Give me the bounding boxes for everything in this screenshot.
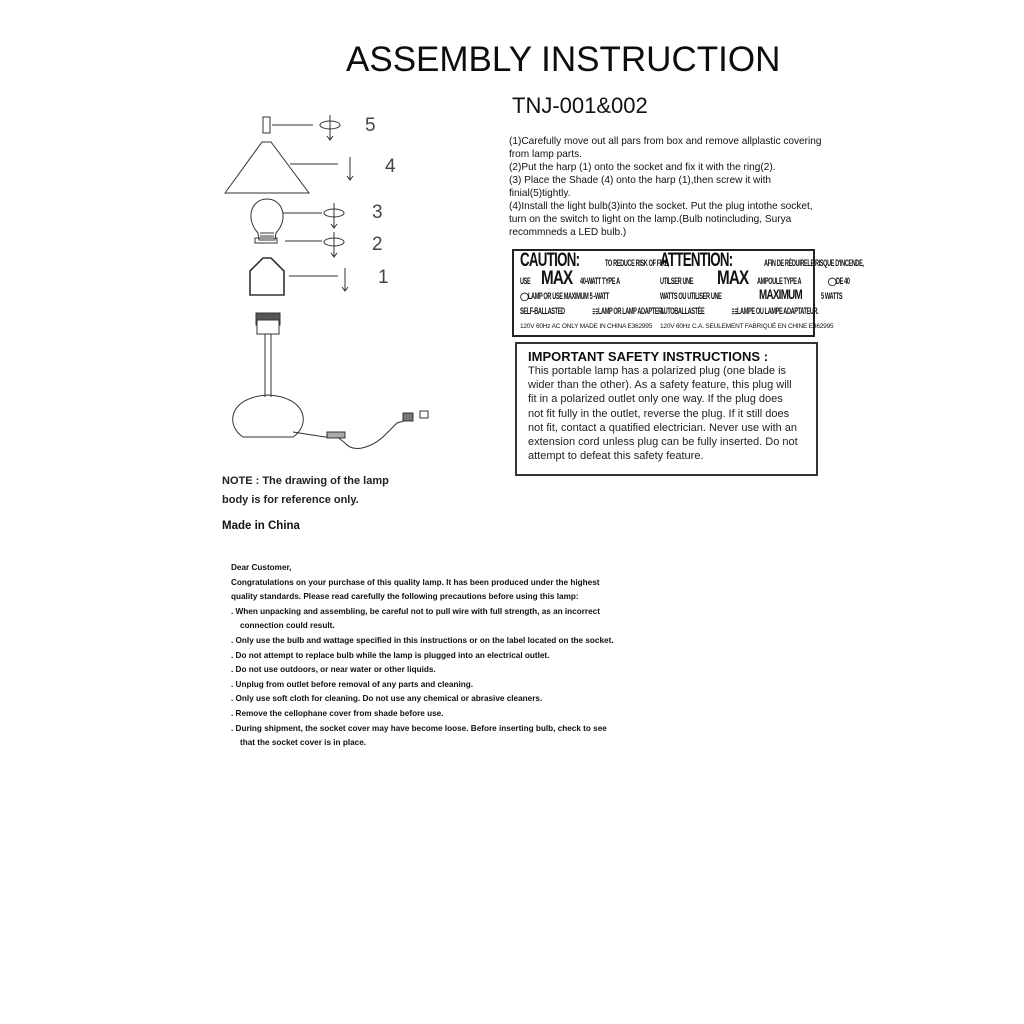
part-number-4: 4	[385, 156, 396, 177]
caution-label-french: ATTENTION: AFIN DE RÉDUIRELE RISQUE D'INCENDE, UTILSER UNE MAX AMPOULE TYPE A ◯DE 40 WATTS OU UTILISER UNE MAXIMUM 5 WATTS AUTOBALLASTÉE ☷LAMPE OU LAMPE ADAPTATEUR. 120V 60Hz C.A. SEULEMENT FABRIQUÉ EN CHINE E362995	[660, 250, 864, 330]
safety-line: not fit, contact a quatified electrician. Never use with an	[528, 421, 798, 434]
step-line: recommneds a LED bulb.)	[509, 227, 627, 238]
max-text: MAX	[540, 268, 572, 289]
part-number-1: 1	[378, 267, 389, 288]
safety-line: fit in a polarized outlet only one way. If the plug does	[528, 393, 783, 406]
precaution-item: . Do not use outdoors, or near water or other liquids.	[231, 665, 436, 675]
safety-instructions-box	[515, 342, 818, 476]
safety-body	[528, 364, 816, 463]
drawing-note: NOTE : The drawing of the lamp body is for reference only.	[222, 475, 389, 506]
safety-line: not fit fully in the outlet, reverse the plug. If it still does	[528, 407, 790, 420]
step-line: turn on the switch to light on the lamp.(Bulb notincluding, Surya	[509, 214, 792, 225]
bulb-icon: ◯	[520, 292, 529, 301]
customer-letter	[231, 561, 614, 751]
cfl-icon: ☷	[592, 309, 598, 316]
safety-line: extension cord unless plug can be fully inserted. Do not	[528, 436, 798, 449]
safety-line: This portable lamp has a polarized plug (one blade is	[528, 365, 787, 377]
letter-greeting: Dear Customer,	[231, 563, 292, 572]
step-line: (4)Install the light bulb(3)into the socket. Put the plug intothe socket,	[509, 201, 813, 212]
made-in-label: Made in China	[222, 520, 300, 532]
switch-part	[327, 432, 345, 438]
rotate-icon-3	[324, 203, 344, 228]
step-line: (3) Place the Shade (4) onto the harp (1),then screw it with	[509, 175, 772, 186]
part-number-3: 3	[372, 202, 383, 223]
cfl-icon: ☷	[731, 309, 738, 316]
caution-label-english: CAUTION: TO REDUCE RISK OF FIRE, USE MAX 40-WATT TYPE A ◯LAMP OR USE MAXIMUM 5 -WATT SELF-BALLASTED ☷LAMP OR LAMP ADAPTER. 120V 60Hz AC ONLY MADE IN CHINA E362995	[520, 250, 670, 330]
shade-part	[225, 142, 309, 193]
precaution-item: . When unpacking and assembling, be careful not to pull wire with full strength, as an incorrect	[231, 606, 600, 616]
precaution-item: . During shipment, the socket cover may have become loose. Before inserting bulb, check to see	[231, 723, 607, 733]
step-line: (1)Carefully move out all pars from box and remove allplastic covering	[509, 136, 822, 147]
light-bulb-part	[251, 199, 283, 240]
precaution-item: . Only use soft cloth for cleaning. Do not use any chemical or abrasive cleaners.	[231, 694, 543, 704]
precaution-item: . Unplug from outlet before removal of any parts and cleaning.	[231, 679, 474, 689]
rotate-icon-5	[320, 115, 340, 140]
step-line: from lamp parts.	[509, 149, 582, 160]
precaution-item: . Remove the cellophane cover from shade before use.	[231, 708, 444, 718]
safety-line: attempt to defeat this safety feature.	[528, 450, 704, 463]
precaution-item: connection could result.	[240, 621, 335, 631]
step-line: (2)Put the harp (1) onto the socket and fix it with the ring(2).	[509, 162, 776, 173]
lamp-base-part	[233, 395, 304, 437]
model-number: TNJ-001&002	[512, 93, 648, 118]
attention-heading: ATTENTION:	[660, 250, 733, 271]
precaution-item: that the socket cover is in place.	[240, 738, 367, 748]
down-arrow-icon-1	[342, 268, 348, 291]
down-arrow-icon-4	[347, 157, 353, 180]
bulb-icon: ◯	[827, 277, 837, 286]
letter-intro: Congratulations on your purchase of this quality lamp. It has been produced under the highest	[231, 577, 600, 587]
plug-cap-part	[420, 411, 428, 418]
part-number-2: 2	[372, 234, 383, 255]
assembly-diagram	[215, 105, 445, 465]
harp-part	[250, 258, 284, 295]
document-title: ASSEMBLY INSTRUCTION	[346, 40, 781, 79]
rotate-icon-2	[324, 232, 344, 257]
plug-part	[403, 413, 413, 421]
caution-heading: CAUTION:	[520, 250, 580, 271]
assembly-steps	[509, 135, 839, 239]
letter-intro: quality standards. Please read carefully the following precautions before using this lamp:	[231, 592, 579, 602]
safety-heading: IMPORTANT SAFETY INSTRUCTIONS :	[528, 349, 769, 364]
power-cord	[293, 419, 411, 448]
safety-line: wider than the other). As a safety feature, this plug will	[528, 379, 792, 392]
step-line: finial(5)tightly.	[509, 188, 571, 199]
precaution-item: . Do not attempt to replace bulb while the lamp is plugged into an electrical outlet.	[231, 650, 550, 660]
precaution-item: . Only use the bulb and wattage specified in this instructions or on the label located on the socket.	[231, 635, 614, 645]
finial-part	[263, 117, 270, 133]
caution-label	[512, 249, 864, 337]
part-number-5: 5	[365, 115, 376, 136]
